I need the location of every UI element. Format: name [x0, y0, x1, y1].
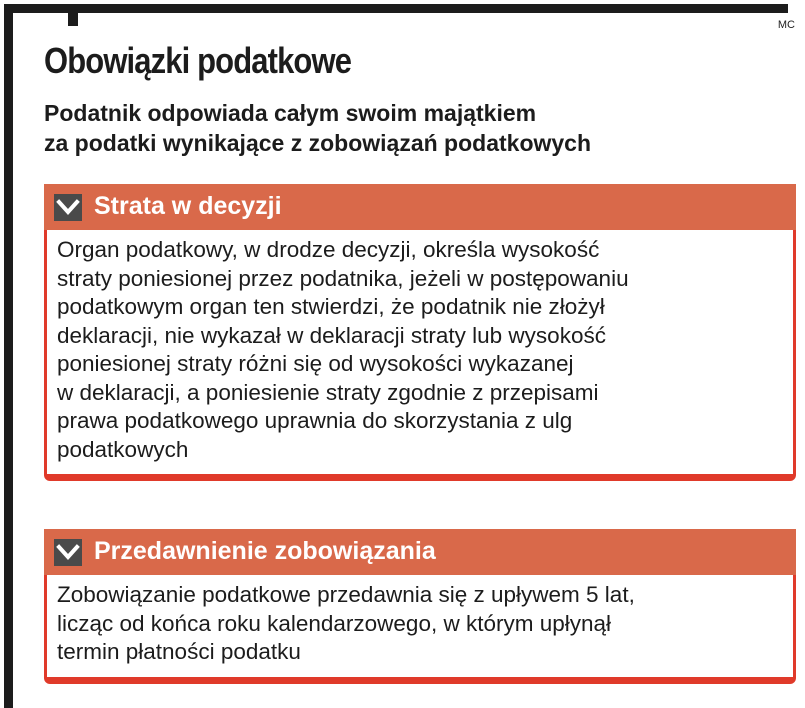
section-heading: Strata w decyzji: [94, 192, 282, 220]
text-line: straty poniesionej przez podatnika, jeżeli w postępowaniu: [57, 265, 629, 291]
author-credit: MC: [777, 19, 795, 31]
subtitle-line: za podatki wynikające z zobowiązań podatkowych: [44, 130, 592, 156]
text-line: Zobowiązanie podatkowe przedawnia się z upływem 5 lat,: [57, 582, 635, 607]
text-line: podatkowych: [57, 436, 189, 462]
section-przedawnienie-zobowiazania: [44, 529, 796, 684]
frame-top-bar: [4, 4, 788, 13]
subtitle-line: Podatnik odpowiada całym swoim majątkiem: [44, 100, 537, 126]
frame-tab: [68, 4, 78, 26]
chevron-down-icon: [54, 539, 82, 566]
section-body: [44, 230, 796, 481]
section-header: [44, 529, 796, 575]
text-line: poniesionej straty różni się od wysokości wykazanej: [57, 351, 574, 376]
text-line: podatkowym organ ten stwierdzi, że podatnik nie złożył: [57, 294, 605, 319]
text-line: prawa podatkowego uprawnia do skorzystania z ulg: [57, 408, 573, 433]
section-text: [57, 236, 783, 464]
text-line: w deklaracji, a poniesienie straty zgodnie z przepisami: [57, 379, 599, 405]
section-body: [44, 575, 796, 684]
section-header: [44, 184, 796, 230]
frame-left-bar: [4, 4, 13, 708]
text-line: licząc od końca roku kalendarzowego, w którym upłynął: [57, 610, 612, 636]
text-line: termin płatności podatku: [57, 639, 301, 664]
section-text: [57, 581, 783, 667]
section-strata-w-decyzji: [44, 184, 796, 481]
page-title: Obowiązki podatkowe: [44, 40, 352, 81]
chevron-down-icon: [54, 194, 82, 221]
text-line: Organ podatkowy, w drodze decyzji, określa wysokość: [57, 237, 600, 262]
page-subtitle: [44, 98, 794, 158]
text-line: deklaracji, nie wykazał w deklaracji straty lub wysokość: [57, 322, 606, 348]
section-heading: Przedawnienie zobowiązania: [94, 537, 436, 565]
